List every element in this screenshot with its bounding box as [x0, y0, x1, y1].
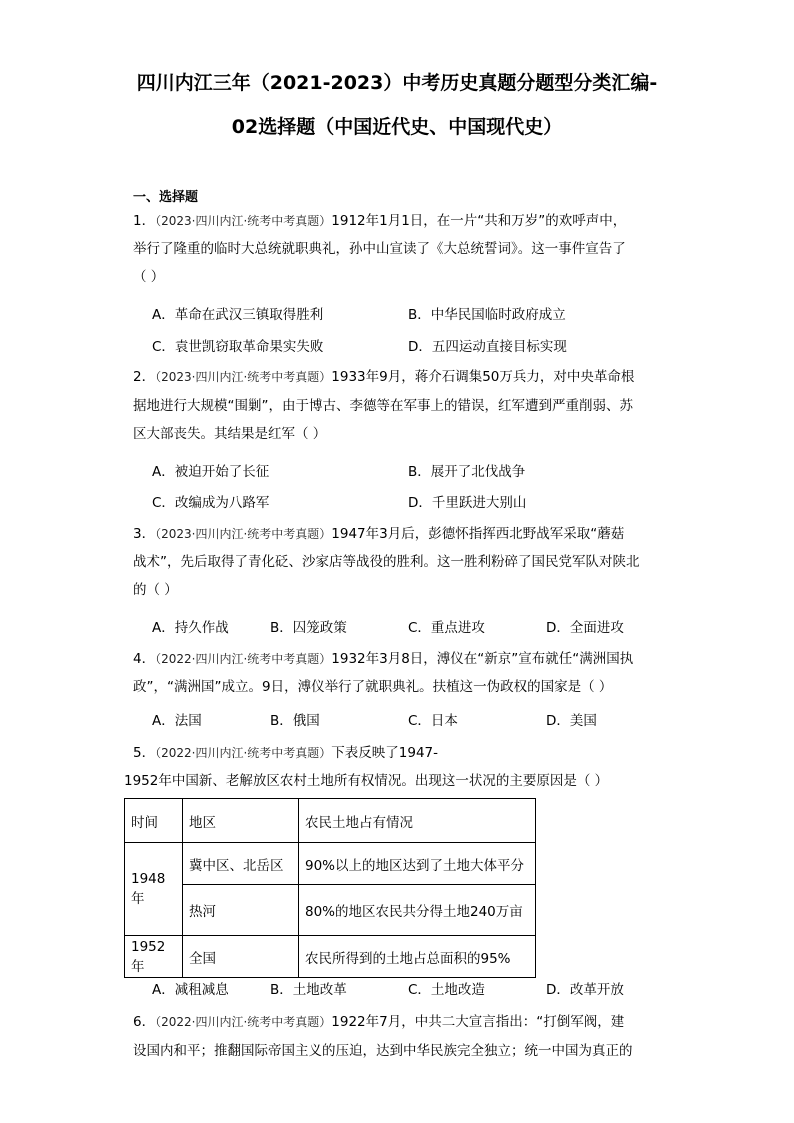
land-ownership-table	[124, 798, 536, 978]
option-b[interactable]: B．展开了北伐战争	[408, 464, 526, 480]
option-c[interactable]: C．日本	[408, 713, 458, 729]
option-a[interactable]: A．被迫开始了长征	[152, 464, 270, 480]
question-source: （2023·四川内江·统考中考真题）	[155, 370, 332, 384]
option-a[interactable]: A．革命在武汉三镇取得胜利	[152, 307, 324, 323]
option-c[interactable]: C．土地改造	[408, 982, 485, 998]
option-d[interactable]: D．全面进攻	[546, 620, 624, 636]
option-d[interactable]: D．美国	[546, 713, 597, 729]
option-b[interactable]: B．囚笼政策	[270, 620, 347, 636]
option-a[interactable]: A．持久作战	[152, 620, 229, 636]
table-cell-region: 冀中区、北岳区	[183, 843, 299, 885]
option-d[interactable]: D．改革开放	[546, 982, 624, 998]
question-1-line3: （ ）	[133, 269, 165, 285]
question-source: （2023·四川内江·统考中考真题）	[155, 214, 332, 228]
option-a[interactable]: A．法国	[152, 713, 202, 729]
question-source: （2022·四川内江·统考中考真题）	[155, 1015, 332, 1029]
question-3-line3: 的（ ）	[133, 582, 178, 598]
question-1-line2: 举行了隆重的临时大总统就职典礼，孙中山宣读了《大总统誓词》。这一事件宣告了	[133, 241, 626, 257]
option-c[interactable]: C．袁世凯窃取革命果实失败	[152, 339, 324, 355]
option-b[interactable]: B．土地改革	[270, 982, 347, 998]
option-a[interactable]: A．减租减息	[152, 982, 229, 998]
question-text: 1947年3月后，彭德怀指挥西北野战军采取“蘑菇	[331, 526, 625, 542]
table-header-cell: 地区	[183, 799, 299, 843]
option-c[interactable]: C．改编成为八路军	[152, 495, 270, 511]
option-d[interactable]: D．五四运动直接目标实现	[408, 339, 567, 355]
option-b[interactable]: B．俄国	[270, 713, 320, 729]
question-6-line1	[133, 1013, 693, 1031]
question-number: 4．	[133, 651, 156, 667]
table-cell-info: 90%以上的地区达到了土地大体平分	[299, 843, 536, 885]
question-5-line2: 1952年中国新、老解放区农村土地所有权情况。出现这一状况的主要原因是（ ）	[124, 773, 609, 789]
question-2-line1	[133, 368, 693, 386]
question-text: 1932年3月8日，溥仪在“新京”宣布就任“满洲国执	[331, 651, 634, 667]
question-3-line1	[133, 525, 693, 543]
question-source: （2023·四川内江·统考中考真题）	[155, 527, 332, 541]
option-b[interactable]: B．中华民国临时政府成立	[408, 307, 566, 323]
question-4-line2: 政”，“满洲国”成立。9日，溥仪举行了就职典礼。扶植这一伪政权的国家是（ ）	[133, 679, 613, 695]
question-2-line2: 据地进行大规模“围剿”，由于博古、李德等在军事上的错误，红军遭到严重削弱、苏	[133, 398, 633, 414]
question-2-line3: 区大部丧失。其结果是红军（ ）	[133, 426, 327, 442]
table-row	[125, 885, 536, 936]
document-title-line1: 四川内江三年（2021-2023）中考历史真题分题型分类汇编-	[136, 72, 658, 94]
question-text: 1922年7月，中共二大宣言指出：“打倒军阀，建	[331, 1014, 625, 1030]
table-row	[125, 936, 536, 978]
question-3-line2: 战术”，先后取得了青化砭、沙家店等战役的胜利。这一胜利粉碎了国民党军队对陕北	[133, 554, 640, 570]
question-number: 1．	[133, 213, 156, 229]
table-cell-region: 热河	[183, 885, 299, 936]
table-row	[125, 843, 536, 885]
question-4-line1	[133, 650, 693, 668]
document-title-line2: 02选择题（中国近代史、中国现代史）	[231, 116, 563, 138]
table-header-cell: 农民土地占有情况	[299, 799, 536, 843]
section-heading: 一、选择题	[133, 190, 199, 205]
question-number: 2．	[133, 369, 156, 385]
question-6-line2: 设国内和平；推翻国际帝国主义的压迫，达到中华民族完全独立；统一中国为真正的	[133, 1043, 633, 1059]
question-1-line1	[133, 212, 693, 230]
option-c[interactable]: C．重点进攻	[408, 620, 485, 636]
question-number: 6．	[133, 1014, 156, 1030]
table-cell-year: 1952年	[125, 936, 183, 978]
question-number: 5．	[133, 745, 156, 761]
question-source: （2022·四川内江·统考中考真题）	[155, 652, 332, 666]
question-text: 下表反映了1947-	[331, 745, 438, 761]
table-header-cell: 时间	[125, 799, 183, 843]
question-source: （2022·四川内江·统考中考真题）	[155, 746, 332, 760]
table-cell-info: 农民所得到的土地占总面积的95%	[299, 936, 536, 978]
question-5-line1	[133, 744, 693, 762]
option-d[interactable]: D．千里跃进大别山	[408, 495, 527, 511]
table-cell-region: 全国	[183, 936, 299, 978]
question-text: 1912年1月1日，在一片“共和万岁”的欢呼声中，	[331, 213, 627, 229]
question-text: 1933年9月，蒋介石调集50万兵力，对中央革命根	[331, 369, 635, 385]
question-number: 3．	[133, 526, 156, 542]
table-header-row	[125, 799, 536, 843]
table-cell-info: 80%的地区农民共分得土地240万亩	[299, 885, 536, 936]
table-cell-year: 1948年	[125, 843, 183, 936]
